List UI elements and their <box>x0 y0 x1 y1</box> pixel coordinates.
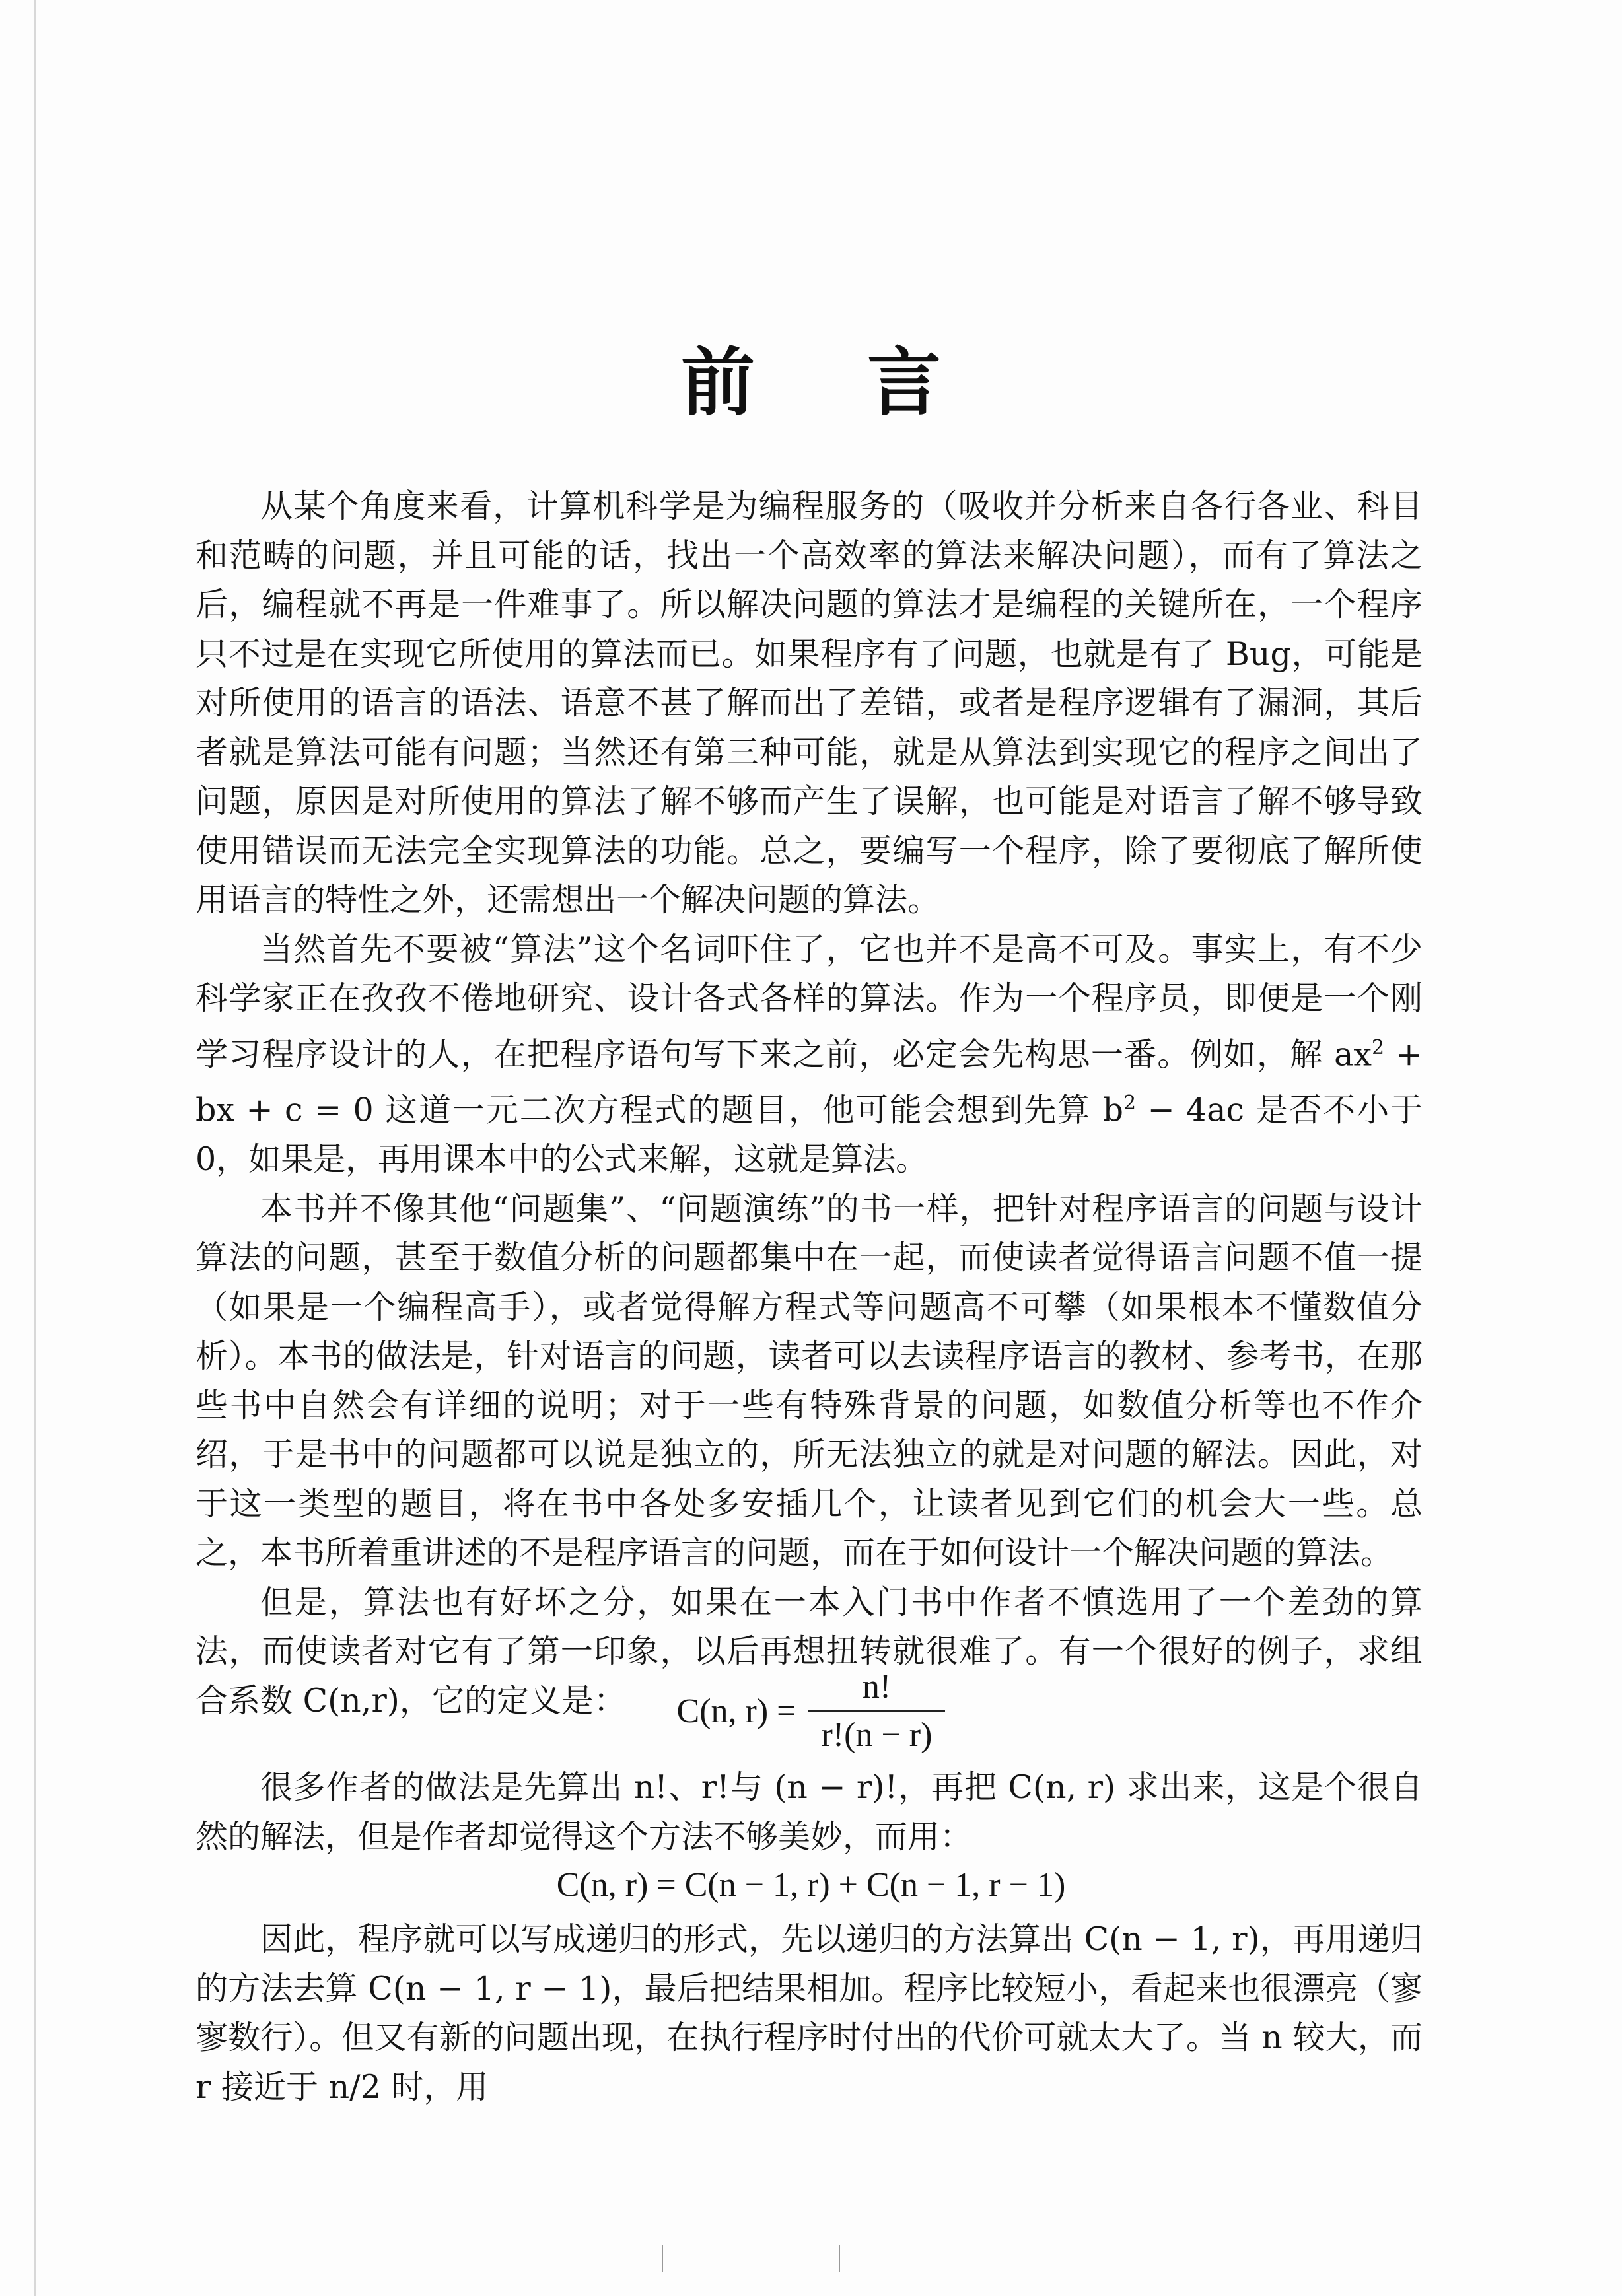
paragraph-2-part-a: 当然首先不要被“算法”这个名词吓住了，它也并不是高不可及。事实上，有不少科学家正在孜孜不倦地研究、设计各式各样的算法。作为一个程序员，即便是一个刚学习程序设计的人，在把程序语句写下来之前，必定会先构思一番。例如，解 ax <box>195 930 1423 1073</box>
formula-numerator: n! <box>808 1664 946 1712</box>
paragraph-2-part-c: − 4ac 是否不小于 0，如果是，再用课本中的公式来解，这就是算法。 <box>195 1091 1423 1179</box>
scan-mark-right <box>839 2245 840 2272</box>
paragraph-4: 但是，算法也有好坏之分，如果在一本入门书中作者不慎选用了一个差劲的算法，而使读者对它有了第一印象，以后再想扭转就很难了。有一个很好的例子，求组合系数 C(n,r)，它的定义是： <box>195 1583 1423 1720</box>
paragraph-2 <box>195 925 1423 1185</box>
paragraph-3: 本书并不像其他“问题集”、“问题演练”的书一样，把针对程序语言的问题与设计算法的问题，甚至于数值分析的问题都集中在一起，而使读者觉得语言问题不值一提（如果是一个编程高手），或者觉得解方程式等问题高不可攀（如果根本不懂数值分析）。本书的做法是，针对语言的问题，读者可以去读程序语言的教材、参考书，在那些书中自然会有详细的说明；对于一些有特殊背景的问题，如数值分析等也不作介绍，于是书中的问题都可以说是独立的，所无法独立的就是对问题的解法。因此，对于这一类型的题目，将在书中各处多安插几个，让读者见到它们的机会大一些。总之，本书所着重讲述的不是程序语言的问题，而在于如何设计一个解决问题的算法。 <box>195 1189 1423 1572</box>
page-title: 前言 <box>681 340 1053 426</box>
preface-body-bottom <box>195 1915 1423 2112</box>
superscript-2a: 2 <box>1372 1035 1385 1059</box>
paragraph-2-part-b: + bx + c = 0 这道一元二次方程式的题目，他可能会想到先算 b <box>195 1035 1423 1129</box>
preface-body-top <box>195 482 1423 1725</box>
scan-mark-left <box>662 2245 663 2272</box>
paragraph-5: 很多作者的做法是先算出 n!、r!与 (n − r)!，再把 C(n, r) 求出来，这是个很自然的解法，但是作者却觉得这个方法不够美妙，而用： <box>195 1768 1423 1856</box>
formula-lhs: C(n, r) = <box>676 1692 796 1730</box>
formula-recurrence: C(n, r) = C(n − 1, r) + C(n − 1, r − 1) <box>556 1866 1066 1904</box>
paragraph-1: 从某个角度来看，计算机科学是为编程服务的（吸收并分析来自各行各业、科目和范畴的问题，并且可能的话，找出一个高效率的算法来解决问题），而有了算法之后，编程就不再是一件难事了。所以解决问题的算法才是编程的关键所在，一个程序只不过是在实现它所使用的算法而已。如果程序有了问题，也就是有了 Bug，可能是对所使用的语言的语法、语意不甚了解而出了差错，或者是程序逻辑有了漏洞，其后者就是算法可能有问题；当然还有第三种可能，就是从算法到实现它的程序之间出了问题，原因是对所使用的算法了解不够而产生了误解，也可能是对语言了解不够导致使用错误而无法完全实现算法的功能。总之，要编写一个程序，除了要彻底了解所使用语言的特性之外，还需想出一个解决问题的算法。 <box>195 487 1423 919</box>
formula-combination-definition <box>0 1664 1622 1758</box>
paragraph-6: 因此，程序就可以写成递归的形式，先以递归的方法算出 C(n − 1, r)，再用递归的方法去算 C(n − 1, r − 1)，最后把结果相加。程序比较短小，看起来也很漂亮（寥寥数行）。但又有新的问题出现，在执行程序时付出的代价可就太大了。当 n 较大，而 r 接近于 n/2 时，用 <box>195 1920 1423 2106</box>
preface-body-middle <box>195 1763 1423 1861</box>
formula-fraction <box>808 1664 946 1758</box>
formula-denominator: r!(n − r) <box>821 1716 933 1754</box>
superscript-2b: 2 <box>1123 1092 1137 1115</box>
